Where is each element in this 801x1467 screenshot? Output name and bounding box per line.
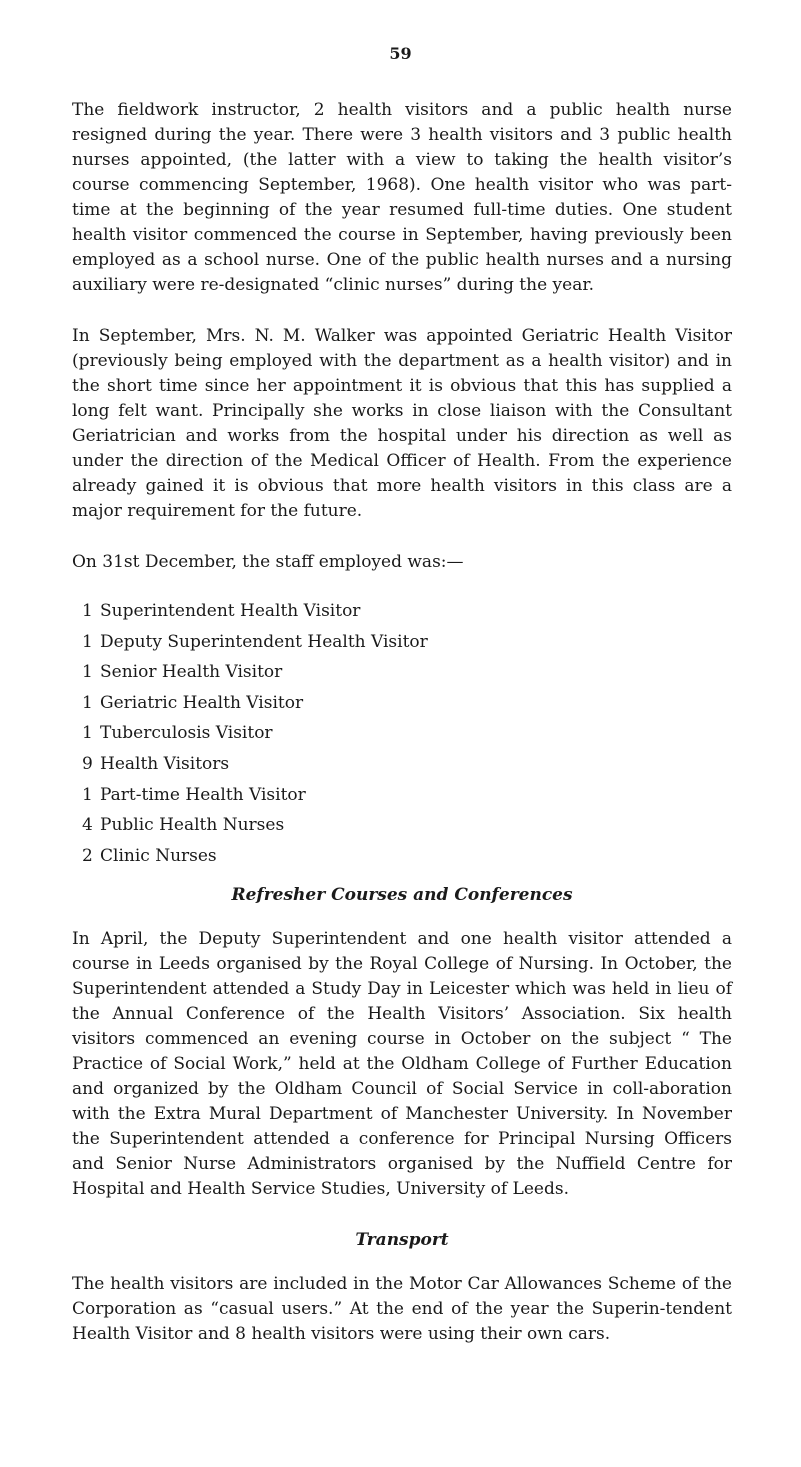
staff-role: Tuberculosis Visitor (100, 723, 273, 744)
staff-count: 4 (82, 815, 93, 836)
staff-count: 1 (82, 631, 93, 652)
paragraph-resignations: The fieldwork instructor, 2 health visitors and a public health nurse resigned during the year. There were 3 health visitors and 3 public health nurses appointed, (the latter with a view to taking the health visitor’s course commencing September, 1968). One health visitor who was part-time at the beginning of the year resumed full-time duties. One student health visitor commenced the course in September, having previously been employed as a school nurse. One of the public health nurses and a nursing auxiliary were re-designated “clinic nurses” during the year. (72, 100, 732, 295)
staff-count: 1 (82, 784, 93, 805)
staff-role: Superintendent Health Visitor (100, 601, 361, 621)
staff-list-item (82, 844, 732, 870)
staff-count: 1 (82, 723, 93, 744)
staff-list-item (82, 721, 732, 747)
paragraph-refresher: In April, the Deputy Superintendent and one health visitor attended a course in Leeds organised by the Royal College of Nursing. In October, the Superintendent attended a Study Day in Leicester which was held in lieu of the Annual Conference of the Health Visitors’ Association. Six health visitors commenced an evening course in October on the subject “ The Practice of Social Work,” held at the Oldham College of Further Education and organized by the Oldham Council of Social Service in coll-aboration with the Extra Mural Department of Manchester University. In November the Superintendent attended a conference for Principal Nursing Officers and Senior Nurse Administrators organised by the Nuffield Centre for Hospital and Health Service Studies, University of Leeds. (72, 929, 732, 1200)
staff-list-item (82, 660, 732, 686)
transport-heading: Transport (355, 1230, 449, 1251)
staff-list (72, 599, 732, 869)
staff-role: Deputy Superintendent Health Visitor (100, 631, 428, 652)
staff-list-item (82, 691, 732, 717)
staff-intro: On 31st December, the staff employed was:— (72, 552, 464, 572)
staff-list-item (82, 783, 732, 809)
staff-count: 1 (82, 692, 93, 713)
paragraph-geriatric-visitor: In September, Mrs. N. M. Walker was appointed Geriatric Health Visitor (previously being employed with the department as a health visitor) and in the short time since her appointment it is obvious that this has supplied a long felt want. Principally she works in close liaison with the Consultant Geriatrician and works from the hospital under his direction as well as under the direction of the Medical Officer of Health. From the experience already gained it is obvious that more health visitors in this class are a major requirement for the future. (72, 326, 732, 521)
staff-role: Health Visitors (100, 753, 230, 774)
staff-role: Public Health Nurses (100, 815, 285, 836)
staff-list-item (82, 752, 732, 778)
staff-list-item (82, 599, 732, 625)
staff-role: Part-time Health Visitor (100, 784, 306, 805)
page-number: 59 (389, 44, 412, 63)
staff-role: Geriatric Health Visitor (100, 692, 304, 713)
paragraph-transport: The health visitors are included in the Motor Car Allowances Scheme of the Corporation as “casual users.” At the end of the year the Superin-tendent Health Visitor and 8 health visitors were using their own cars. (72, 1274, 732, 1345)
staff-count: 1 (82, 601, 93, 621)
staff-count: 1 (82, 662, 93, 683)
page-body (72, 98, 732, 1373)
staff-list-item (82, 813, 732, 839)
refresher-heading: Refresher Courses and Conferences (231, 885, 573, 906)
staff-count: 2 (82, 845, 93, 866)
staff-count: 9 (82, 753, 93, 774)
staff-role: Clinic Nurses (100, 845, 217, 866)
staff-list-item (82, 630, 732, 656)
staff-role: Senior Health Visitor (100, 662, 283, 683)
